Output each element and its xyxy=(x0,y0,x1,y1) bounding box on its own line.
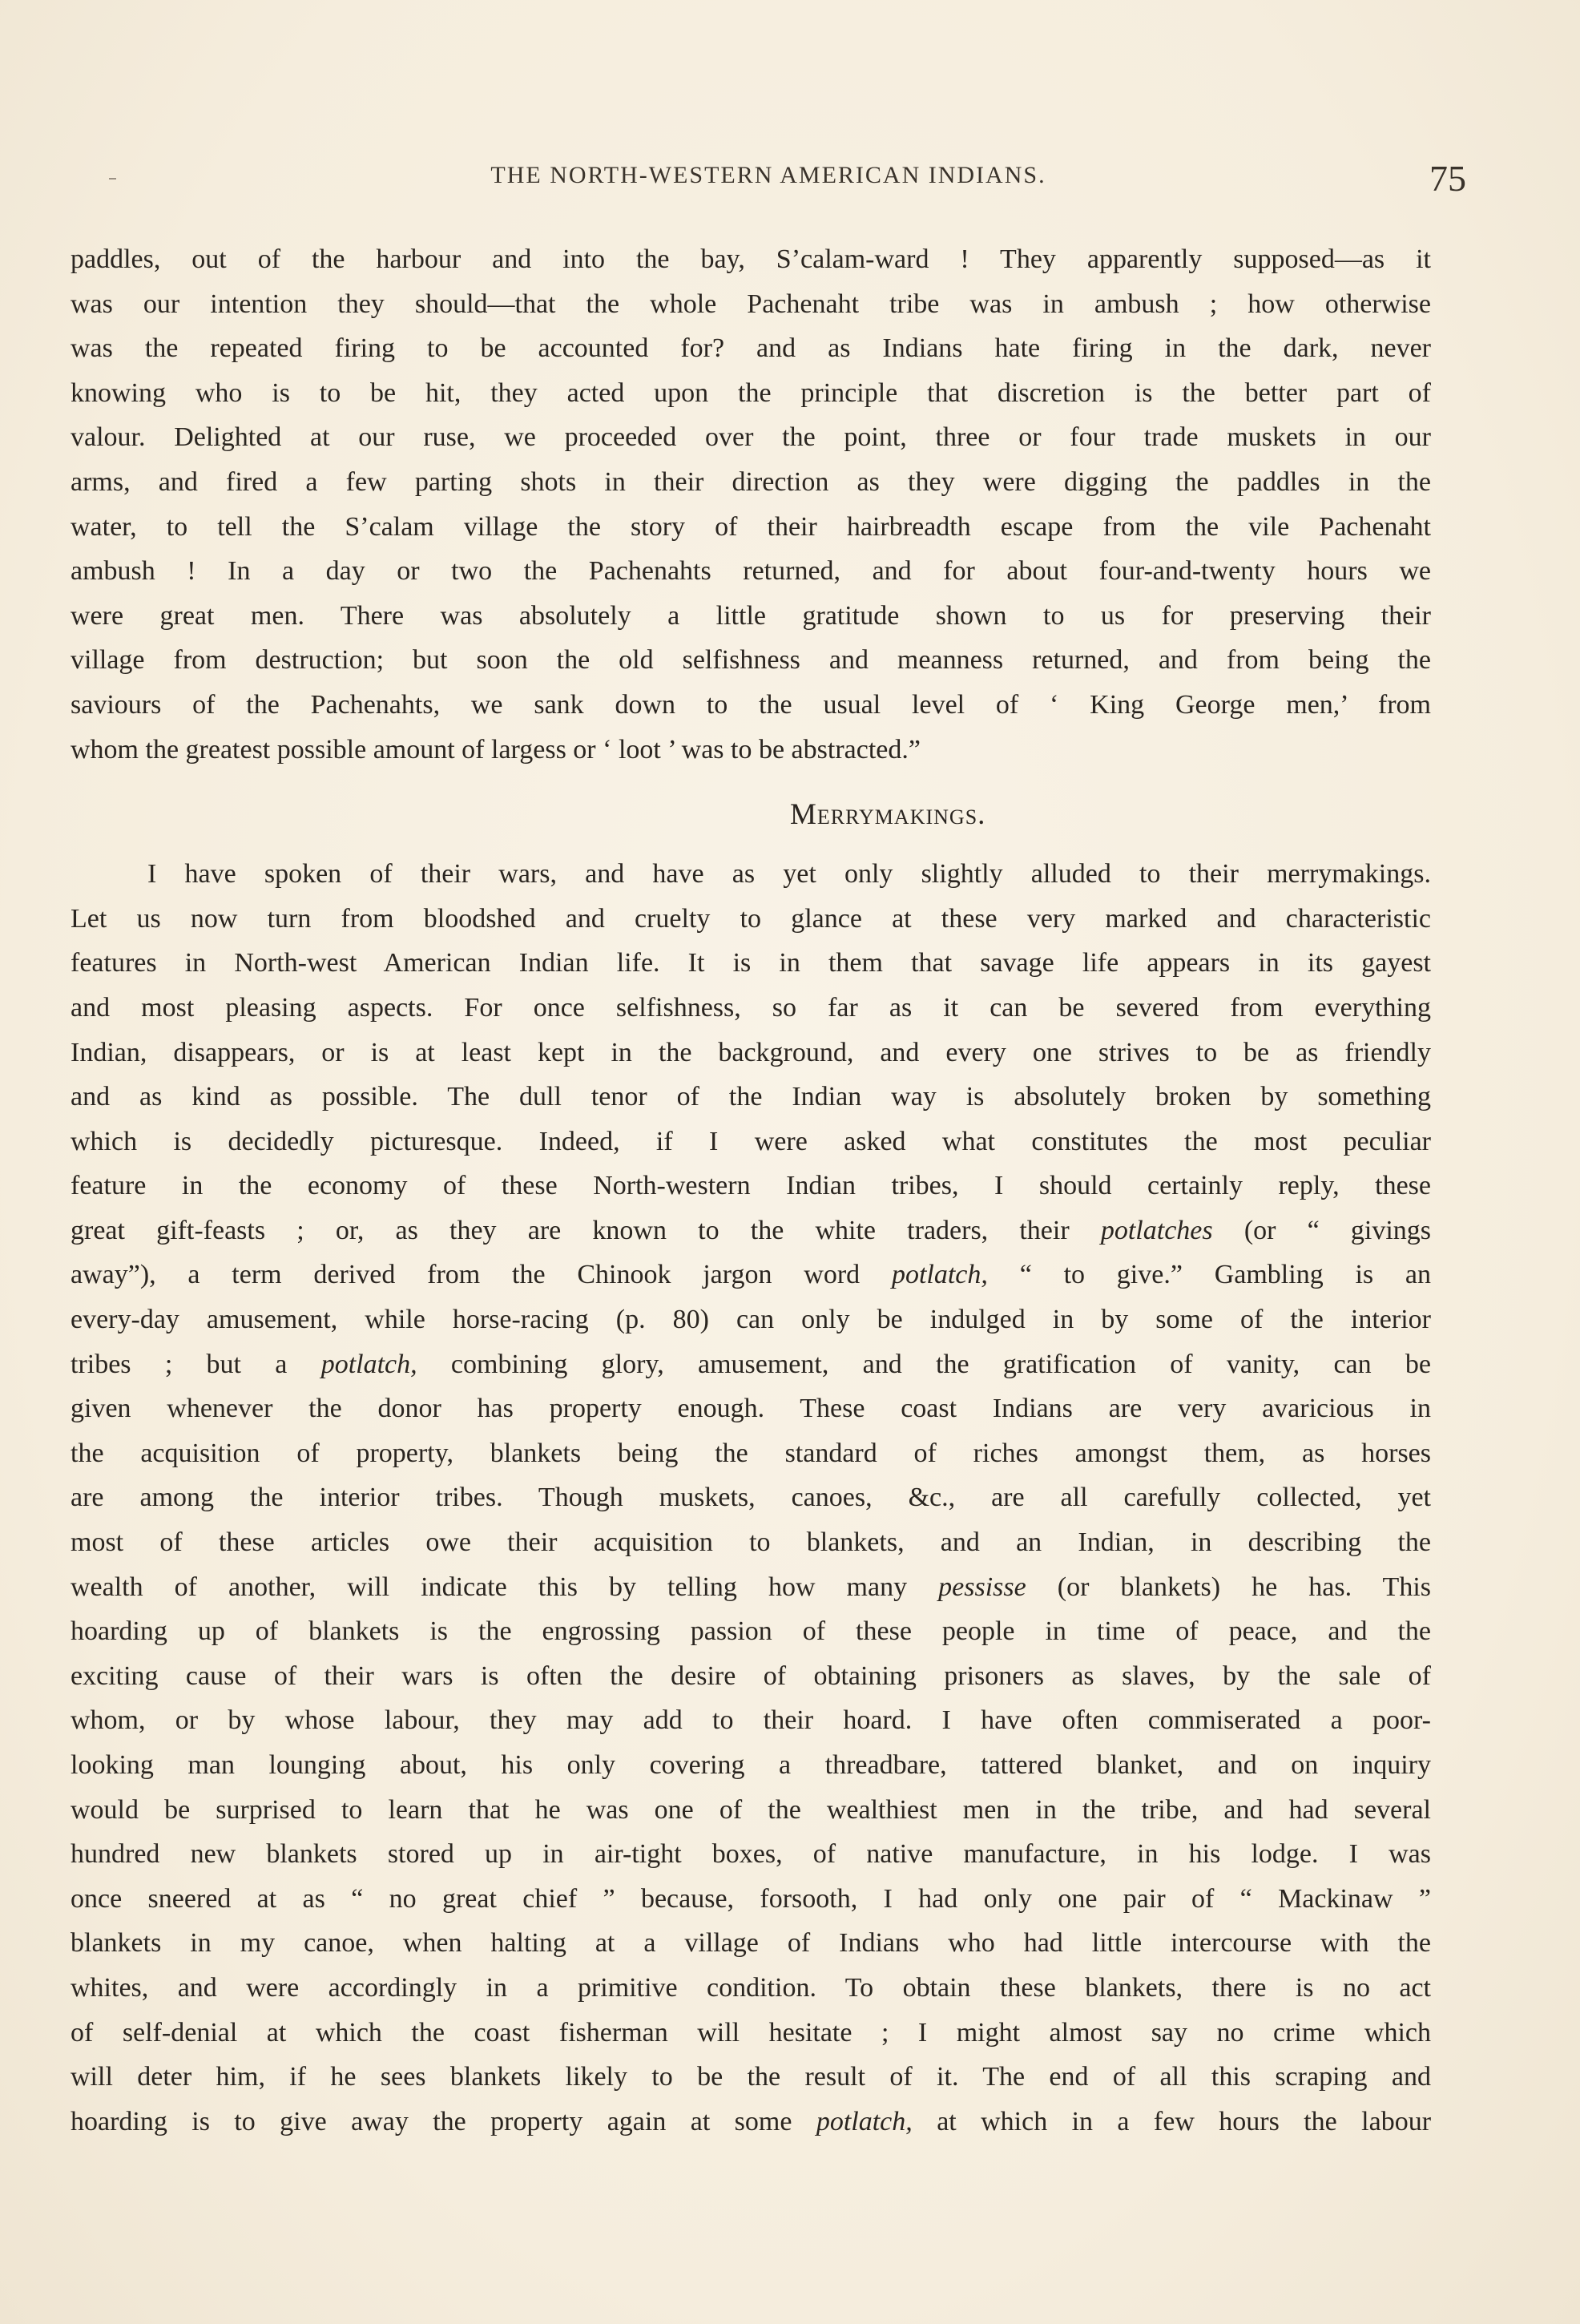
text-line: Indian, disappears, or is at least kept in the background, and every one strives to be as friendly xyxy=(71,1037,1431,1067)
italic-term-potlatch: potlatch, xyxy=(816,2106,913,2136)
text-line: were great men. There was absolutely a little gratitude shown to us for preserving their xyxy=(71,600,1431,631)
text-line: would be surprised to learn that he was one of the wealthiest men in the tribe, and had several xyxy=(71,1794,1431,1825)
text-line xyxy=(71,1565,1431,1610)
text-run: hoarding is to give away the property again at some xyxy=(71,2106,792,2136)
text-line: saviours of the Pachenahts, we sank down to the usual level of ‘ King George men,’ from xyxy=(71,689,1431,720)
text-line: are among the interior tribes. Though muskets, canoes, &c., are all carefully collected, yet xyxy=(71,1483,1431,1513)
text-run: away”), a term derived from the Chinook jargon word xyxy=(71,1260,861,1290)
text-line: feature in the economy of these North-western Indian tribes, I should certainly reply, these xyxy=(71,1171,1431,1201)
body-text xyxy=(71,237,1431,2144)
text-run: (or blankets) he has. This xyxy=(1057,1572,1431,1602)
text-line: the acquisition of property, blankets being the standard of riches amongst them, as horses xyxy=(71,1438,1431,1468)
text-line xyxy=(71,2100,1431,2144)
page-number: 75 xyxy=(1429,158,1466,199)
print-speck xyxy=(109,178,116,180)
text-run: “ to give.” Gambling is an xyxy=(1019,1260,1431,1290)
text-line: valour. Delighted at our ruse, we proceeded over the point, three or four trade muskets in our xyxy=(71,422,1431,453)
text-line: was the repeated firing to be accounted for? and as Indians hate firing in the dark, never xyxy=(71,333,1431,364)
text-line: blankets in my canoe, when halting at a village of Indians who had little intercourse with the xyxy=(71,1928,1431,1959)
paragraph-continued xyxy=(71,237,1431,772)
section-heading xyxy=(71,772,1431,852)
text-line: whom the greatest possible amount of largess or ‘ loot ’ was to be abstracted.” xyxy=(71,734,921,765)
italic-term-potlatch: potlatch, xyxy=(891,1260,988,1290)
running-header xyxy=(71,157,1466,199)
text-run: tribes ; but a xyxy=(71,1349,288,1379)
paragraph-merrymakings xyxy=(71,852,1431,2144)
italic-term-potlatch: potlatch, xyxy=(320,1349,417,1379)
text-run: great gift-feasts ; or, as they are known to the white traders, their xyxy=(71,1215,1070,1245)
italic-term-pessisse: pessisse xyxy=(938,1572,1026,1602)
text-line: and as kind as possible. The dull tenor of the Indian way is absolutely broken by something xyxy=(71,1082,1431,1112)
text-line: of self-denial at which the coast fisherman will hesitate ; I might almost say no crime which xyxy=(71,2017,1431,2048)
text-line: water, to tell the S’calam village the story of their hairbreadth escape from the vile Pachenaht xyxy=(71,511,1431,542)
text-line: looking man lounging about, his only covering a threadbare, tattered blanket, and on inquiry xyxy=(71,1750,1431,1780)
section-heading-text: Merrymakings. xyxy=(790,798,986,832)
italic-term-potlatches: potlatches xyxy=(1100,1215,1213,1245)
text-line: paddles, out of the harbour and into the bay, S’calam-ward ! They apparently supposed—as it xyxy=(71,244,1431,274)
text-line: which is decidedly picturesque. Indeed, if I were asked what constitutes the most peculiar xyxy=(71,1126,1431,1156)
text-line: village from destruction; but soon the old selfishness and meanness returned, and from being the xyxy=(71,645,1431,676)
text-line: Let us now turn from bloodshed and cruelty to glance at these very marked and characteristic xyxy=(71,903,1431,934)
text-line: whites, and were accordingly in a primitive condition. To obtain these blankets, there is no act xyxy=(71,1972,1431,2003)
text-line: whom, or by whose labour, they may add to their hoard. I have often commiserated a poor- xyxy=(71,1705,1431,1736)
text-line: knowing who is to be hit, they acted upon the principle that discretion is the better part of xyxy=(71,377,1431,408)
text-run: wealth of another, will indicate this by telling how many xyxy=(71,1572,908,1602)
running-title: THE NORTH-WESTERN AMERICAN INDIANS. xyxy=(490,162,1046,188)
text-line: hundred new blankets stored up in air-tight boxes, of native manufacture, in his lodge. I was xyxy=(71,1839,1431,1870)
text-line: given whenever the donor has property enough. These coast Indians are very avaricious in xyxy=(71,1394,1431,1424)
text-line: hoarding up of blankets is the engrossing passion of these people in time of peace, and the xyxy=(71,1616,1431,1647)
text-run: combining glory, amusement, and the gratification of vanity, can be xyxy=(450,1349,1431,1379)
text-line: exciting cause of their wars is often the desire of obtaining prisoners as slaves, by the sale of xyxy=(71,1660,1431,1691)
text-run: (or “ givings xyxy=(1243,1215,1431,1245)
text-line: was our intention they should—that the whole Pachenaht tribe was in ambush ; how otherwise xyxy=(71,288,1431,319)
text-line: features in North-west American Indian life. It is in them that savage life appears in its gayest xyxy=(71,948,1431,978)
text-line: arms, and fired a few parting shots in their direction as they were digging the paddles in the xyxy=(71,466,1431,497)
text-line xyxy=(71,1253,1431,1297)
text-line: I have spoken of their wars, and have as yet only slightly alluded to their merrymakings. xyxy=(147,859,1431,890)
text-line: every-day amusement, while horse-racing (p. 80) can only be indulged in by some of the interior xyxy=(71,1305,1431,1335)
text-line xyxy=(71,1208,1431,1253)
text-line: and most pleasing aspects. For once selfishness, so far as it can be severed from everything xyxy=(71,992,1431,1023)
text-line xyxy=(71,1342,1431,1387)
text-line: will deter him, if he sees blankets likely to be the result of it. The end of all this scraping and xyxy=(71,2062,1431,2092)
text-run: at which in a few hours the labour xyxy=(937,2106,1431,2136)
text-line: ambush ! In a day or two the Pachenahts returned, and for about four-and-twenty hours we xyxy=(71,556,1431,587)
text-line: once sneered at as “ no great chief ” because, forsooth, I had only one pair of “ Mackinaw ” xyxy=(71,1883,1431,1914)
text-line: most of these articles owe their acquisition to blankets, and an Indian, in describing the xyxy=(71,1527,1431,1558)
